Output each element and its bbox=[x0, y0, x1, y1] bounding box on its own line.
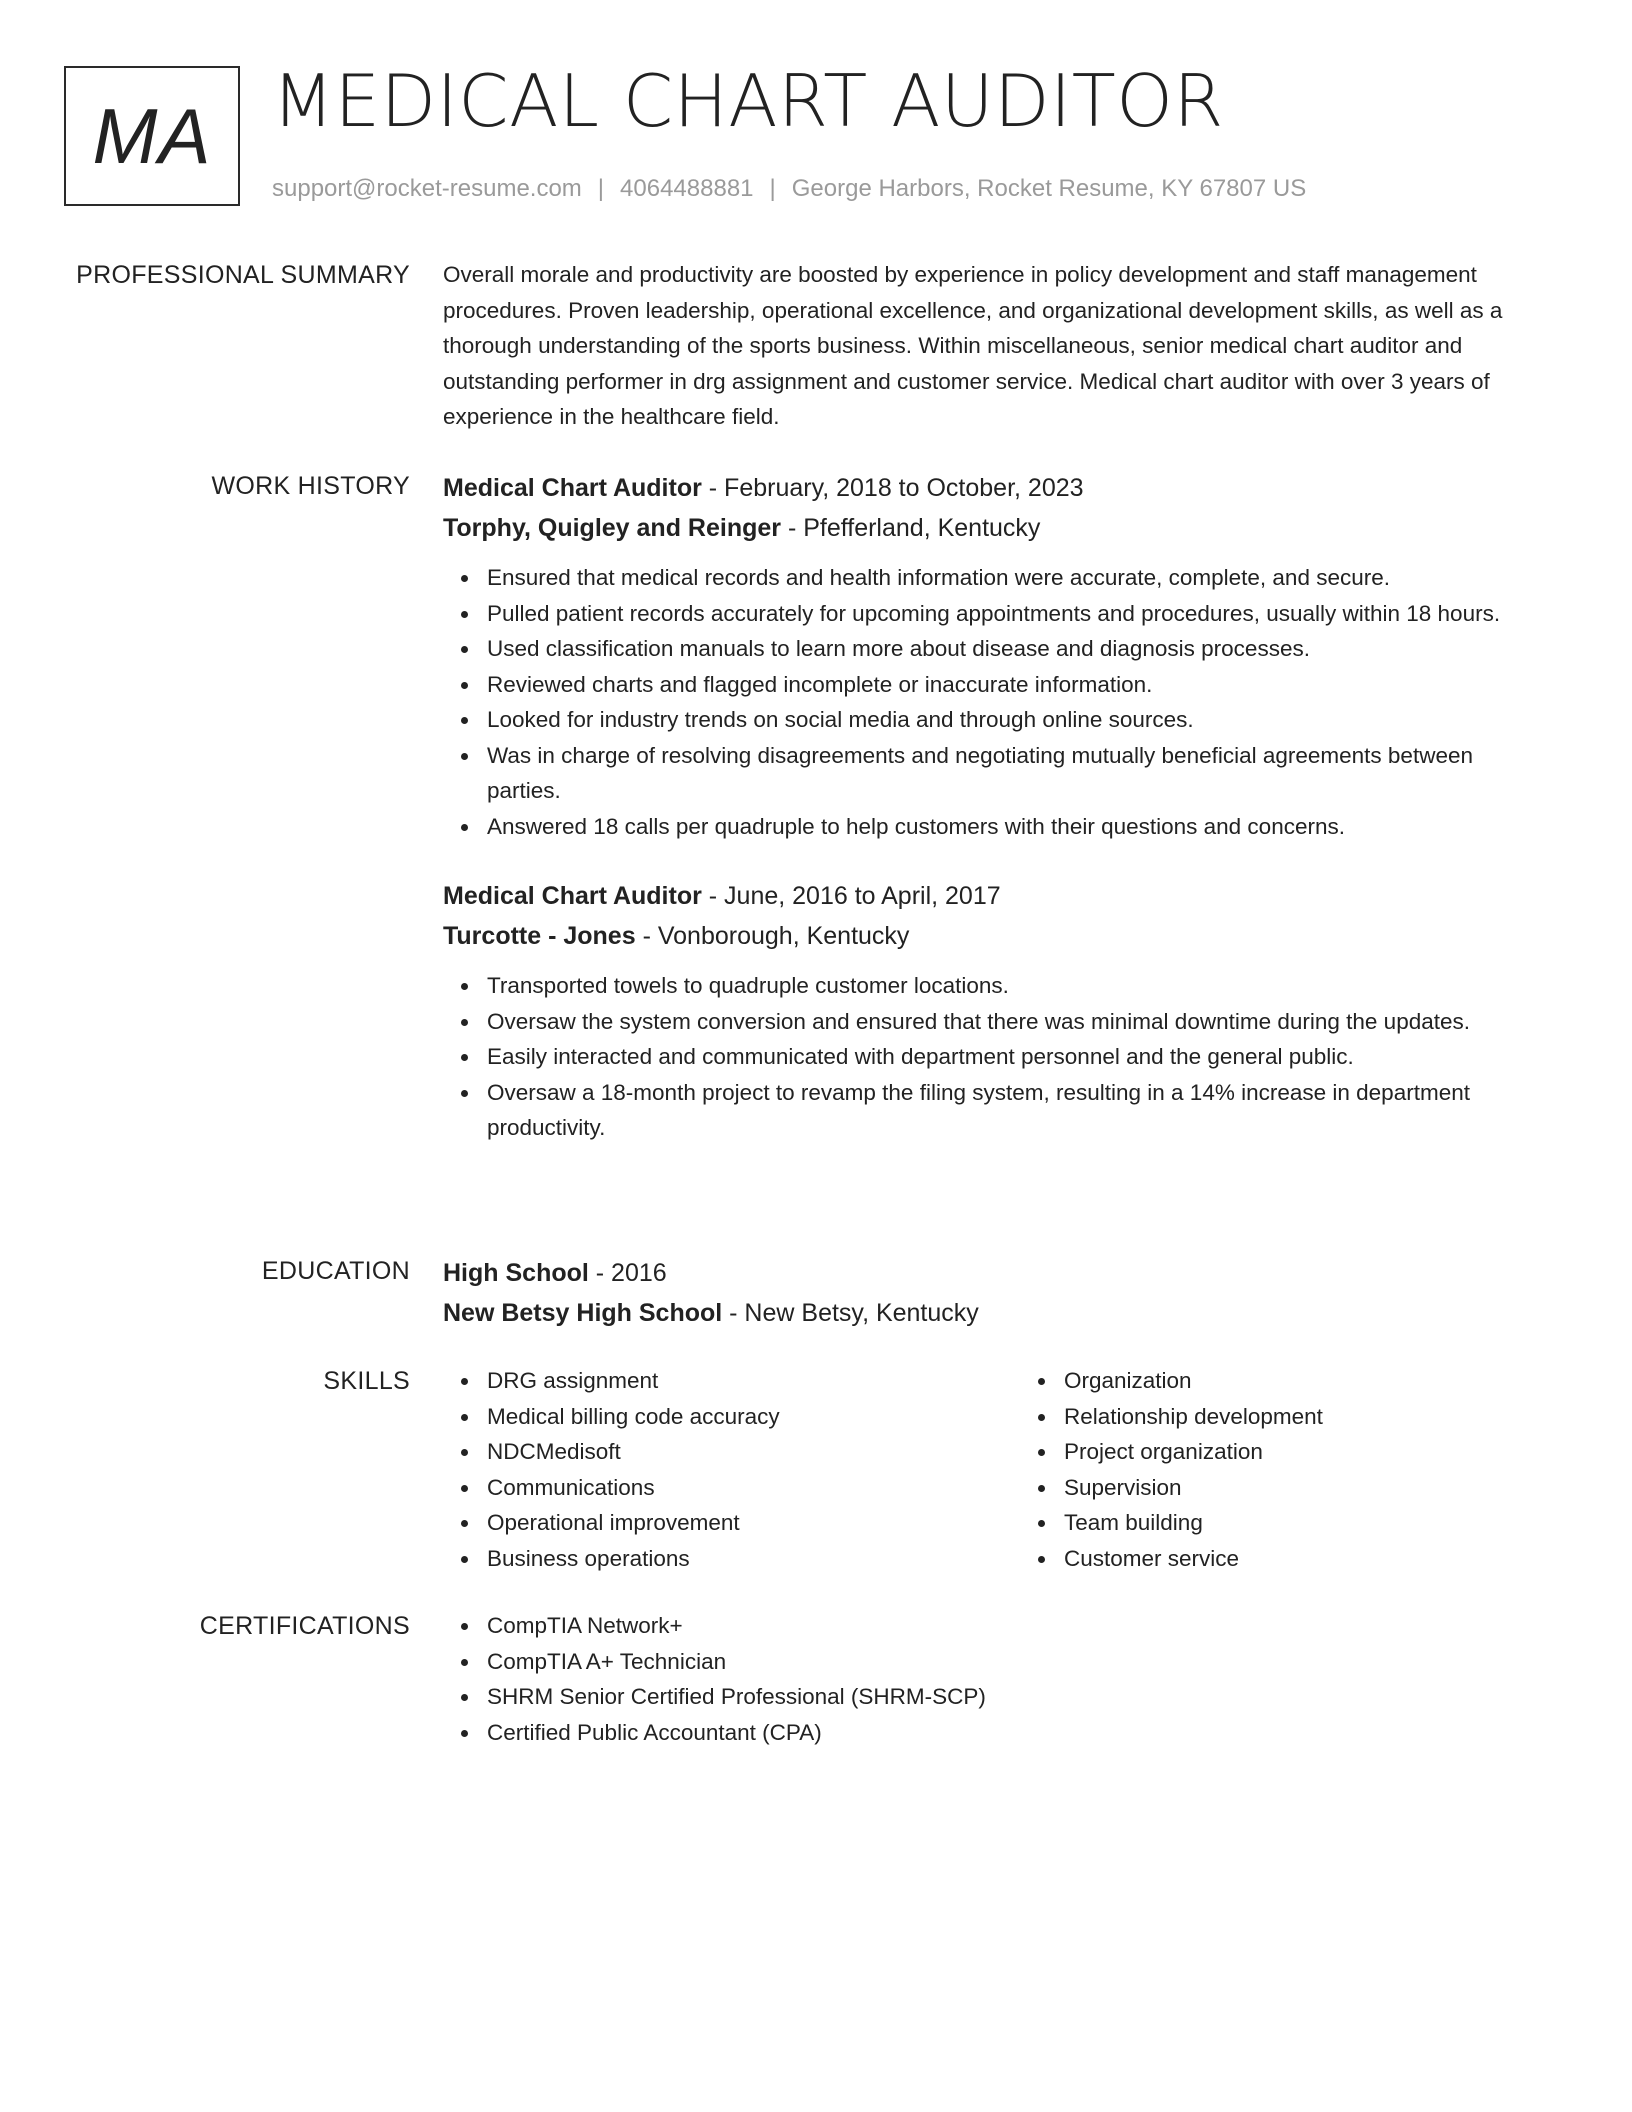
skill-item: Project organization bbox=[1064, 1434, 1553, 1470]
job-dates: - June, 2016 to April, 2017 bbox=[701, 882, 1001, 910]
section-label-work-history: WORK HISTORY bbox=[211, 472, 410, 500]
job-duty-item: Was in charge of resolving disagreements and negotiating mutually beneficial agreements between parties. bbox=[487, 738, 1553, 809]
certification-item: CompTIA A+ Technician bbox=[487, 1644, 1553, 1680]
skill-item: Supervision bbox=[1064, 1470, 1553, 1506]
job-company-line bbox=[443, 508, 1553, 548]
job-title: Medical Chart Auditor bbox=[443, 882, 702, 910]
job-duty-item: Answered 18 calls per quadruple to help customers with their questions and concerns. bbox=[487, 809, 1553, 845]
certifications-body bbox=[443, 1608, 1553, 1750]
skills-list-left bbox=[443, 1363, 976, 1576]
contact-email: support@rocket-resume.com bbox=[272, 175, 582, 202]
skill-item: Relationship development bbox=[1064, 1399, 1553, 1435]
section-label-education: EDUCATION bbox=[261, 1257, 410, 1285]
skill-item: NDCMedisoft bbox=[487, 1434, 976, 1470]
job-dates: - February, 2018 to October, 2023 bbox=[701, 474, 1084, 502]
job-duty-item: Looked for industry trends on social media and through online sources. bbox=[487, 702, 1553, 738]
skills-body bbox=[443, 1363, 1553, 1576]
job-duty-item: Ensured that medical records and health information were accurate, complete, and secure. bbox=[487, 560, 1553, 596]
skill-item: Operational improvement bbox=[487, 1505, 976, 1541]
job-location: - Pfefferland, Kentucky bbox=[781, 514, 1041, 542]
job-duty-item: Transported towels to quadruple customer locations. bbox=[487, 968, 1553, 1004]
section-label-certifications: CERTIFICATIONS bbox=[199, 1612, 410, 1640]
work-history-body bbox=[443, 468, 1553, 1146]
job-duty-item: Pulled patient records accurately for upcoming appointments and procedures, usually within 18 hours. bbox=[487, 596, 1553, 632]
education-school-line bbox=[443, 1293, 1553, 1333]
summary-body bbox=[443, 257, 1553, 435]
certifications-list bbox=[443, 1608, 1553, 1750]
section-label-skills: SKILLS bbox=[323, 1367, 410, 1395]
page-title: MEDICAL CHART AUDITOR bbox=[272, 59, 1224, 143]
education-body bbox=[443, 1253, 1553, 1333]
job-duties-list bbox=[443, 560, 1553, 844]
skill-item: Business operations bbox=[487, 1541, 976, 1577]
job-title: Medical Chart Auditor bbox=[443, 474, 702, 502]
job-company: Turcotte - Jones bbox=[443, 922, 636, 950]
skill-item: Medical billing code accuracy bbox=[487, 1399, 976, 1435]
job-company-line bbox=[443, 916, 1553, 956]
skill-item: DRG assignment bbox=[487, 1363, 976, 1399]
job-duty-item: Oversaw the system conversion and ensured that there was minimal downtime during the updates. bbox=[487, 1004, 1553, 1040]
skill-item: Team building bbox=[1064, 1505, 1553, 1541]
education-school: New Betsy High School bbox=[443, 1299, 723, 1327]
certification-item: Certified Public Accountant (CPA) bbox=[487, 1715, 1553, 1751]
job-title-line bbox=[443, 876, 1553, 916]
skill-item: Customer service bbox=[1064, 1541, 1553, 1577]
job-duty-item: Used classification manuals to learn more about disease and diagnosis processes. bbox=[487, 631, 1553, 667]
contact-address: George Harbors, Rocket Resume, KY 67807 US bbox=[791, 175, 1307, 202]
education-year: - 2016 bbox=[588, 1259, 667, 1287]
section-label-summary: PROFESSIONAL SUMMARY bbox=[76, 261, 410, 289]
contact-separator: | bbox=[597, 175, 605, 202]
job-duty-item: Reviewed charts and flagged incomplete or inaccurate information. bbox=[487, 667, 1553, 703]
job-title-line bbox=[443, 468, 1553, 508]
summary-text: Overall morale and productivity are boosted by experience in policy development and staff management procedures. Proven leadership, operational excellence, and organizational development skills, as well as a thorough understanding of the sports business. Within miscellaneous, senior medical chart auditor and outstanding performer in drg assignment and customer service. Medical chart auditor with over 3 years of experience in the healthcare field. bbox=[443, 262, 1503, 429]
job-duties-list bbox=[443, 968, 1553, 1146]
skill-item: Communications bbox=[487, 1470, 976, 1506]
certification-item: CompTIA Network+ bbox=[487, 1608, 1553, 1644]
job-duty-item: Oversaw a 18-month project to revamp the filing system, resulting in a 14% increase in department productivity. bbox=[487, 1075, 1553, 1146]
skill-item: Organization bbox=[1064, 1363, 1553, 1399]
contact-separator: | bbox=[769, 175, 776, 202]
job-duty-item: Easily interacted and communicated with department personnel and the general public. bbox=[487, 1039, 1553, 1075]
certification-item: SHRM Senior Certified Professional (SHRM-SCP) bbox=[487, 1679, 1553, 1715]
contact-line bbox=[272, 172, 1306, 206]
education-degree: High School bbox=[443, 1259, 589, 1287]
education-degree-line bbox=[443, 1253, 1553, 1293]
education-location: - New Betsy, Kentucky bbox=[722, 1299, 979, 1327]
monogram-badge: MA bbox=[64, 66, 240, 206]
job-entry bbox=[443, 468, 1553, 844]
job-location: - Vonborough, Kentucky bbox=[635, 922, 910, 950]
job-entry bbox=[443, 876, 1553, 1146]
contact-phone: 4064488881 bbox=[620, 175, 754, 202]
job-company: Torphy, Quigley and Reinger bbox=[443, 514, 782, 542]
skills-list-right bbox=[976, 1363, 1553, 1576]
